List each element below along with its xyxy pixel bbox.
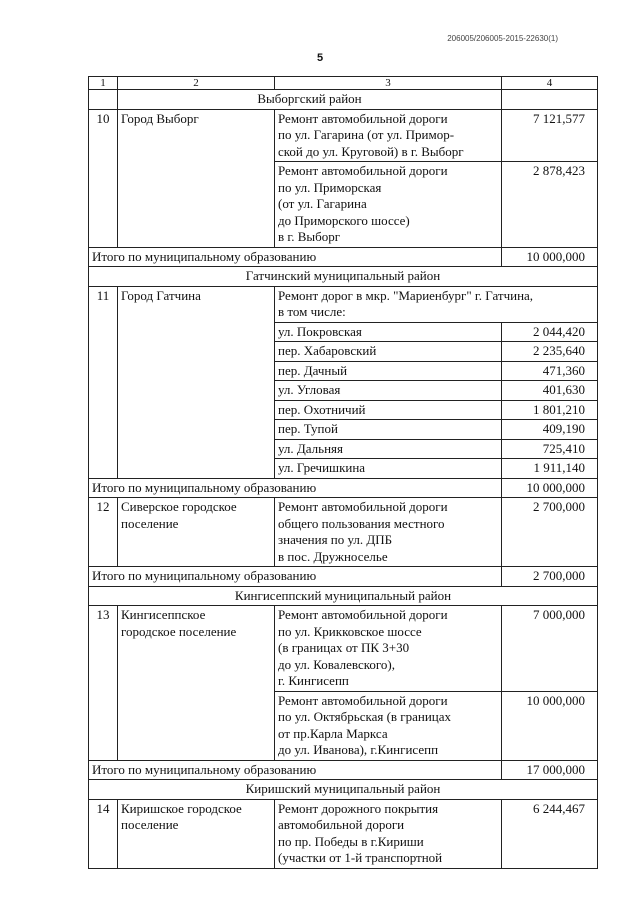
entity-name: Киришское городское поселение — [118, 799, 275, 868]
amount: 401,630 — [502, 381, 598, 401]
table-row — [89, 286, 598, 322]
amount: 2 878,423 — [502, 162, 598, 248]
row-number: 13 — [89, 606, 118, 761]
amount: 409,190 — [502, 420, 598, 440]
column-number: 3 — [275, 77, 502, 90]
district-row — [89, 586, 598, 606]
work-description: Ремонт дорожного покрытия автомобильной дороги по пр. Победы в г.Кириши (участки от 1-й транспортной — [275, 799, 502, 868]
street-name: ул. Покровская — [275, 322, 502, 342]
work-description: Ремонт автомобильной дороги по ул. Октябрьская (в границах от пр.Карла Маркса до ул. Иванова), г.Кингисепп — [275, 691, 502, 760]
row-number: 10 — [89, 109, 118, 247]
street-name: ул. Дальняя — [275, 439, 502, 459]
work-description: Ремонт автомобильной дороги общего пользования местного значения по ул. ДПБ в пос. Дружноселье — [275, 498, 502, 567]
street-name: пер. Охотничий — [275, 400, 502, 420]
total-amount: 17 000,000 — [502, 760, 598, 780]
total-amount: 10 000,000 — [502, 478, 598, 498]
entity-name: Город Выборг — [118, 109, 275, 247]
street-name: пер. Хабаровский — [275, 342, 502, 362]
column-number: 1 — [89, 77, 118, 90]
table-row — [89, 799, 598, 868]
amount: 10 000,000 — [502, 691, 598, 760]
column-number: 2 — [118, 77, 275, 90]
page-number: 5 — [316, 52, 324, 64]
total-row — [89, 247, 598, 267]
total-amount: 10 000,000 — [502, 247, 598, 267]
work-description: Ремонт автомобильной дороги по ул. Крикковское шоссе (в границах от ПК 3+30 до ул. Ковалевского), г. Кингисепп — [275, 606, 502, 692]
amount: 2 235,640 — [502, 342, 598, 362]
total-label: Итого по муниципальному образованию — [89, 478, 502, 498]
amount: 1 801,210 — [502, 400, 598, 420]
row-number: 12 — [89, 498, 118, 567]
row-number: 11 — [89, 286, 118, 478]
total-row — [89, 760, 598, 780]
total-label: Итого по муниципальному образованию — [89, 567, 502, 587]
amount: 1 911,140 — [502, 459, 598, 479]
work-description: Ремонт автомобильной дороги по ул. Гагарина (от ул. Примор- ской до ул. Круговой) в г. Выборг — [275, 109, 502, 162]
document-number: 206005/206005-2015-22630(1) — [447, 34, 558, 43]
district-name: Кингисеппский муниципальный район — [89, 586, 598, 606]
table-row — [89, 109, 598, 162]
street-name: пер. Дачный — [275, 361, 502, 381]
column-number-row — [89, 77, 598, 90]
district-name: Киришский муниципальный район — [89, 780, 598, 800]
district-row — [89, 780, 598, 800]
work-description: Ремонт дорог в мкр. "Мариенбург" г. Гатчина, в том числе: — [275, 286, 598, 322]
amount: 7 121,577 — [502, 109, 598, 162]
column-number: 4 — [502, 77, 598, 90]
district-name: Выборгский район — [118, 90, 502, 110]
table-row — [89, 606, 598, 692]
amount: 2 700,000 — [502, 498, 598, 567]
street-name: пер. Тупой — [275, 420, 502, 440]
work-description: Ремонт автомобильной дороги по ул. Приморская (от ул. Гагарина до Приморского шоссе) в г. Выборг — [275, 162, 502, 248]
appropriations-table — [88, 76, 598, 869]
street-name: ул. Угловая — [275, 381, 502, 401]
district-row — [89, 267, 598, 287]
table-row — [89, 498, 598, 567]
entity-name: Сиверское городское поселение — [118, 498, 275, 567]
amount: 6 244,467 — [502, 799, 598, 868]
amount: 7 000,000 — [502, 606, 598, 692]
amount: 471,360 — [502, 361, 598, 381]
total-label: Итого по муниципальному образованию — [89, 760, 502, 780]
total-amount: 2 700,000 — [502, 567, 598, 587]
district-row — [89, 90, 598, 110]
district-name: Гатчинский муниципальный район — [89, 267, 598, 287]
entity-name: Кингисеппское городское поселение — [118, 606, 275, 761]
row-number: 14 — [89, 799, 118, 868]
total-row — [89, 478, 598, 498]
street-name: ул. Гречишкина — [275, 459, 502, 479]
amount: 2 044,420 — [502, 322, 598, 342]
total-row — [89, 567, 598, 587]
entity-name: Город Гатчина — [118, 286, 275, 478]
total-label: Итого по муниципальному образованию — [89, 247, 502, 267]
amount: 725,410 — [502, 439, 598, 459]
